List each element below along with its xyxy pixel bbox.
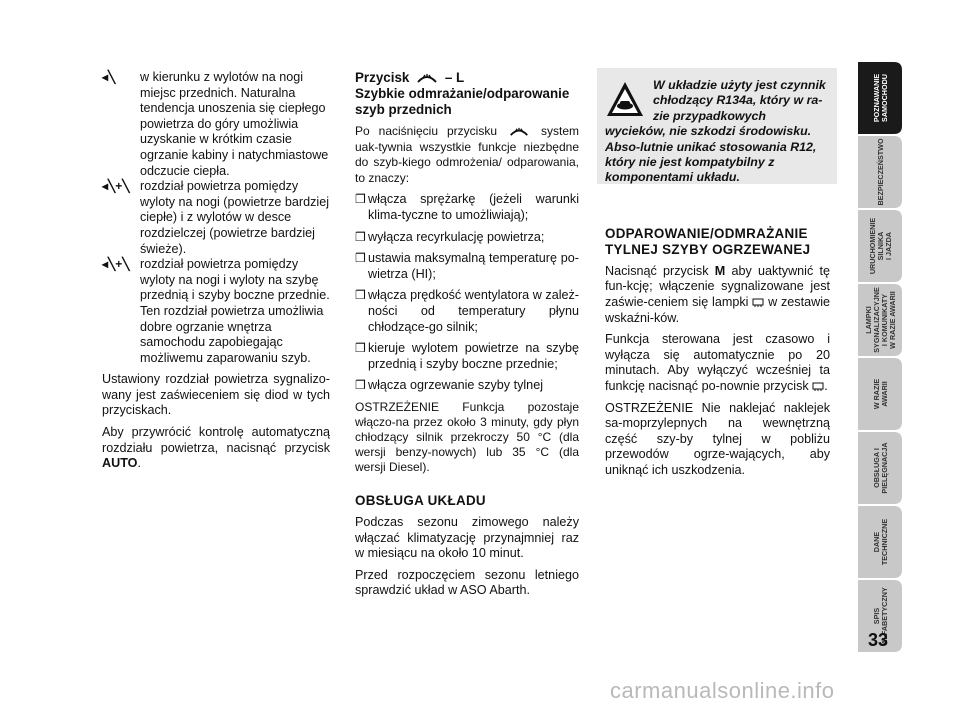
chapter-tab[interactable] bbox=[858, 432, 904, 504]
airflow-feet-windscreen-icon: ◂╲+╲ bbox=[102, 257, 130, 272]
bullet-item bbox=[355, 288, 579, 335]
column-middle bbox=[355, 70, 579, 605]
section-heading: Przycisk – L Szybkie odmrażanie/odparowanie szyb przednich bbox=[355, 70, 570, 117]
bullet-mark: ❒ bbox=[355, 288, 366, 303]
airflow-item bbox=[102, 179, 330, 257]
column-left bbox=[102, 70, 330, 478]
bullet-list bbox=[355, 192, 579, 394]
chapter-tab-label: DANE TECHNICZNE bbox=[872, 518, 889, 566]
bullet-text: włącza sprężarkę (jeżeli warunki klima-tyczne to umożliwiają); bbox=[368, 192, 579, 222]
chapter-tabs bbox=[858, 62, 904, 654]
section-title: ODPAROWANIE/ODMRAŻANIE TYLNEJ SZYBY OGRZEWANEJ bbox=[605, 225, 811, 257]
m-button-ref: M bbox=[714, 263, 726, 278]
defrost-windscreen-icon bbox=[508, 126, 530, 137]
bullet-text: włącza ogrzewanie szyby tylnej bbox=[368, 378, 543, 393]
bullet-mark: ❒ bbox=[355, 192, 366, 207]
bullet-mark: ❒ bbox=[355, 378, 366, 393]
paragraph: Aby przywrócić kontrolę automatyczną rozdziału powietrza, nacisnąć przycisk AUTO. bbox=[102, 425, 330, 471]
bullet-item bbox=[355, 230, 579, 246]
paragraph: Ustawiony rozdział powietrza sygnalizo-wany jest zaświeceniem się diod w tych przyciskach. bbox=[102, 372, 330, 418]
airflow-item bbox=[102, 70, 330, 179]
page-number: 33 bbox=[867, 630, 889, 650]
bullet-item bbox=[355, 251, 579, 282]
airflow-item-text: rozdział powietrza pomiędzy wyloty na nogi i wyloty na szybę przednią i szyby boczne przednie. Ten rozdział powietrza umożliwia dobre ogrzanie wnętrza samochodu zapobiegając możliwemu zaparowaniu szyb. bbox=[140, 257, 330, 365]
chapter-tab-label: LAMPKI SYGNALIZACYJNE I KOMUNIKATY W RAZIE AWARII bbox=[864, 287, 897, 353]
bullet-item bbox=[355, 378, 579, 394]
airflow-feet-dash-icon: ◂╲+╲ bbox=[102, 179, 130, 194]
bullet-item bbox=[355, 341, 579, 372]
bullet-text: włącza prędkość wentylatora w zależ-ności od temperatury płynu chłodzące-go silnik; bbox=[368, 288, 579, 334]
rear-defrost-icon bbox=[812, 382, 824, 392]
chapter-tab[interactable] bbox=[858, 358, 904, 430]
bullet-mark: ❒ bbox=[355, 341, 366, 356]
rear-defrost-icon bbox=[752, 298, 764, 308]
chapter-tab-label: OBSŁUGA I PIELĘGNACJA bbox=[872, 442, 889, 494]
section-title: OBSŁUGA UKŁADU bbox=[355, 492, 486, 508]
defrost-windscreen-icon bbox=[416, 72, 438, 84]
chapter-tab[interactable] bbox=[858, 506, 904, 578]
airflow-item-text: w kierunku z wylotów na nogi miejsc przednich. Naturalna tendencja unoszenia się ciepłego powietrza do góry umożliwia uzyskanie w krótkim czasie ogrzanie kabiny i natychmiastowe odczucie ciepła. bbox=[140, 70, 329, 178]
bullet-mark: ❒ bbox=[355, 229, 366, 244]
paragraph: Przed rozpoczęciem sezonu letniego sprawdzić układ w ASO Abarth. bbox=[355, 567, 579, 598]
airflow-item-text: rozdział powietrza pomiędzy wyloty na nogi (powietrze bardziej ciepłe) i z wylotów w desce rozdzielczej (powietrze bardziej świeże). bbox=[140, 179, 329, 256]
environment-warning-icon bbox=[605, 80, 645, 120]
watermark: carmanualsonline.info bbox=[610, 678, 835, 703]
warning-text: W układzie użyty jest czynnik chłodzący R134a, który w ra-zie przypadkowych wycieków, nie szkodzi środowisku. Abso-lutnie unikać stosowania R12, który nie jest kompatybilny z komponentami układu. bbox=[605, 78, 826, 185]
airflow-item bbox=[102, 257, 330, 366]
paragraph: OSTRZEŻENIE Nie naklejać naklejek sa-moprzylepnych na wewnętrzną część szy-by tylnej w pobliżu przewodów ogrze-wających, aby uniknąć ich uszkodzenia. bbox=[605, 400, 830, 477]
bullet-text: ustawia maksymalną temperaturę po-wietrza (HI); bbox=[368, 251, 579, 281]
paragraph: Nacisnąć przycisk M aby uaktywnić tę fun-kcję; włączenie sygnalizowane jest zaświe-ceniem się lampki w zestawie wskaźni-ków. bbox=[605, 263, 830, 325]
warning-note: OSTRZEŻENIE Funkcja pozostaje włączo-na przez około 3 minuty, gdy płyn chłodzący silnik przekroczy 50 °C (dla wersji benzy-nowych) lub 35 °C (dla wersji Diesel). bbox=[355, 399, 579, 474]
bullet-mark: ❒ bbox=[355, 251, 366, 266]
auto-button-ref: AUTO bbox=[102, 456, 138, 471]
column-right bbox=[605, 78, 830, 485]
chapter-tab-label: BEZPIECZEŃSTWO bbox=[876, 138, 885, 206]
chapter-tab[interactable] bbox=[858, 210, 904, 282]
chapter-tab[interactable] bbox=[858, 136, 904, 208]
chapter-tab[interactable] bbox=[858, 284, 904, 356]
paragraph: Po naciśnięciu przycisku system uak-tywnia wszystkie funkcje niezbędne do szyb-kiego odmrożenia/ odparowania, to znaczy: bbox=[355, 124, 579, 185]
chapter-tab[interactable] bbox=[858, 62, 904, 134]
chapter-tab-label: SPIS ALFABETYCZNY bbox=[872, 587, 889, 645]
chapter-tab-label: W RAZIE AWARII bbox=[872, 378, 889, 410]
chapter-tab-label: POZNAWANIE SAMOCHODU bbox=[872, 73, 889, 123]
paragraph: Podczas sezonu zimowego należy włączać klimatyzację przynajmniej raz w miesiącu na około 10 minut. bbox=[355, 514, 579, 561]
chapter-tab-label: URUCHOMIENIE SILNIKA I JAZDA bbox=[868, 217, 893, 275]
bullet-item bbox=[355, 192, 579, 223]
paragraph: Funkcja sterowana jest czasowo i wyłącza się automatycznie po 20 minutach. Aby wyłączyć wcześniej ta funkcję nacisnąć po-nownie przycisk . bbox=[605, 332, 830, 393]
bullet-text: wyłącza recyrkulację powietrza; bbox=[368, 229, 545, 244]
airflow-feet-icon: ◂╲ bbox=[102, 70, 116, 84]
bullet-text: kieruje wylotem powietrze na szybę przednią i szyby boczne przednie; bbox=[368, 341, 579, 371]
